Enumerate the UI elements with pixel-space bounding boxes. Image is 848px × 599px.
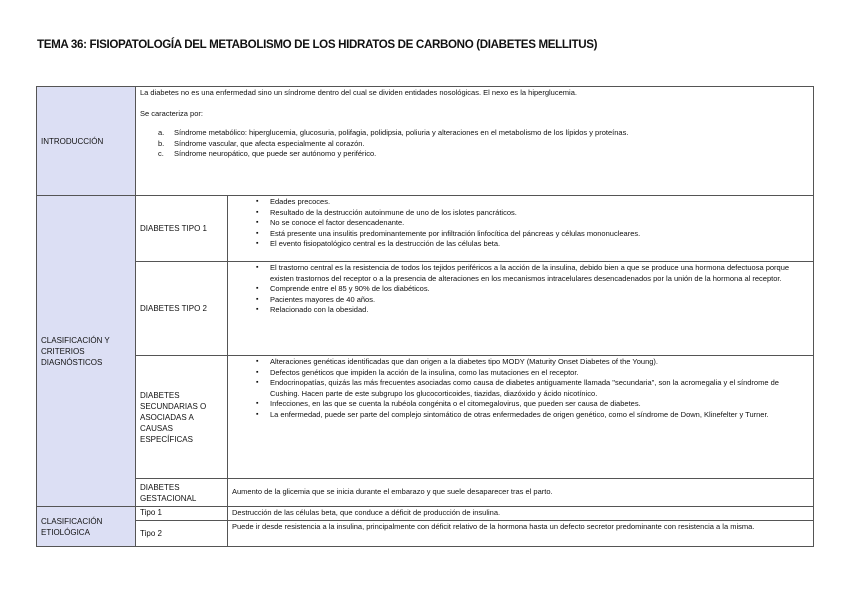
tipo2-row (37, 262, 814, 356)
tipo2-label: DIABETES TIPO 2 (136, 262, 228, 356)
etio-tipo2-row (37, 521, 814, 547)
list-item: ▪ Resultado de la destrucción autoinmune de uno de los islotes pancráticos. (270, 208, 809, 219)
intro-paragraph: La diabetes no es una enfermedad sino un síndrome dentro del cual se dividen entidades nosológicas. El nexo es la hiperglucemia. (140, 88, 577, 97)
gestacional-content: Aumento de la glicemia que se inicia durante el embarazo y que suele desaparecer tras el parto. (228, 479, 814, 507)
list-item: ▪ Infecciones, en las que se cuenta la rubéola congénita o el citomegalovirus, que pueden ser causa de diabetes. (270, 399, 809, 410)
list-item: ▪ Está presente una insulitis predominantemente por infiltración linfocítica del páncreas y células mononucleares. (270, 229, 809, 240)
tipo2-list (232, 263, 809, 316)
etio-tipo1-label: Tipo 1 (136, 507, 228, 521)
etio-tipo1-row (37, 507, 814, 521)
tipo1-row (37, 196, 814, 262)
diabetes-table (36, 86, 814, 547)
gestacional-row (37, 479, 814, 507)
list-item: ▪ Endocrinopatías, quizás las más frecuentes asociadas como causa de diabetes antiguamente llamada "secundaria", son la acromegalia y el síndrome de Cushing. Hacen parte de este subgrupo los glucocorticoides, tiazidas, diazóxido y ácido nicotínico. (270, 378, 809, 399)
clasif-label: CLASIFICACIÓN Y CRITERIOS DIAGNÓSTICOS (37, 196, 136, 507)
secundarias-row (37, 356, 814, 479)
tipo2-content (228, 262, 814, 356)
list-item: ▪ La enfermedad, puede ser parte del complejo sintomático de otras enfermedades de origen genético, como el síndrome de Down, Klinefelter y Turner. (270, 410, 809, 421)
tipo1-content (228, 196, 814, 262)
etiologica-label: CLASIFICACIÓN ETIOLÓGICA (37, 507, 136, 547)
intro-label: INTRODUCCIÓN (37, 87, 136, 196)
list-item: ▪ No se conoce el factor desencadenante. (270, 218, 809, 229)
list-item: ▪ Defectos genéticos que impiden la acción de la insulina, como las mutaciones en el receptor. (270, 368, 809, 379)
intro-content (136, 87, 814, 196)
list-item: c. Síndrome neuropático, que puede ser autónomo y periférico. (158, 149, 377, 159)
list-item: ▪ Alteraciones genéticas identificadas que dan origen a la diabetes tipo MODY (Maturity Onset Diabetes of the Young). (270, 357, 809, 368)
list-item: ▪ El trastorno central es la resistencia de todos los tejidos periféricos a la acción de la insulina, debido bien a que se produce una hormona defectuosa porque existen trastornos del receptor o a la presencia de alteraciones en los mecanismos intracelulares desencadenados por la unión de la hormona al receptor. (270, 263, 809, 284)
list-item: ▪ Comprende entre el 85 y 90% de los diabéticos. (270, 284, 809, 295)
secundarias-label: DIABETES SECUNDARIAS O ASOCIADAS A CAUSAS ESPECÍFICAS (136, 356, 228, 479)
list-item: ▪ El evento fisiopatológico central es la destrucción de las células beta. (270, 239, 809, 250)
intro-list (140, 128, 809, 160)
list-item: a. Síndrome metabólico: hiperglucemia, glucosuria, polifagia, polidipsia, poliuria y alteraciones en el metabolismo de los lípidos y proteínas. (158, 128, 629, 138)
secundarias-content (228, 356, 814, 479)
etio-tipo2-content: Puede ir desde resistencia a la insulina, principalmente con déficit relativo de la hormona hasta un defecto secretor predominante con resistencia a la misma. (228, 521, 814, 547)
list-item: ▪ Relacionado con la obesidad. (270, 305, 809, 316)
intro-row (37, 87, 814, 196)
list-item: b. Síndrome vascular, que afecta especialmente al corazón. (158, 138, 365, 148)
page-title: TEMA 36: FISIOPATOLOGÍA DEL METABOLISMO DE LOS HIDRATOS DE CARBONO (DIABETES MELLITUS) (37, 38, 598, 51)
etio-tipo2-label: Tipo 2 (136, 521, 228, 547)
list-item: ▪ Edades precoces. (270, 197, 809, 208)
tipo1-label: DIABETES TIPO 1 (136, 196, 228, 262)
list-item: ▪ Pacientes mayores de 40 años. (270, 295, 809, 306)
intro-characterized: Se caracteriza por: (140, 108, 203, 118)
gestacional-label: DIABETES GESTACIONAL (136, 479, 228, 507)
secundarias-list (232, 357, 809, 421)
tipo1-list (232, 197, 809, 250)
etio-tipo1-content: Destrucción de las células beta, que conduce a déficit de producción de insulina. (228, 507, 814, 521)
